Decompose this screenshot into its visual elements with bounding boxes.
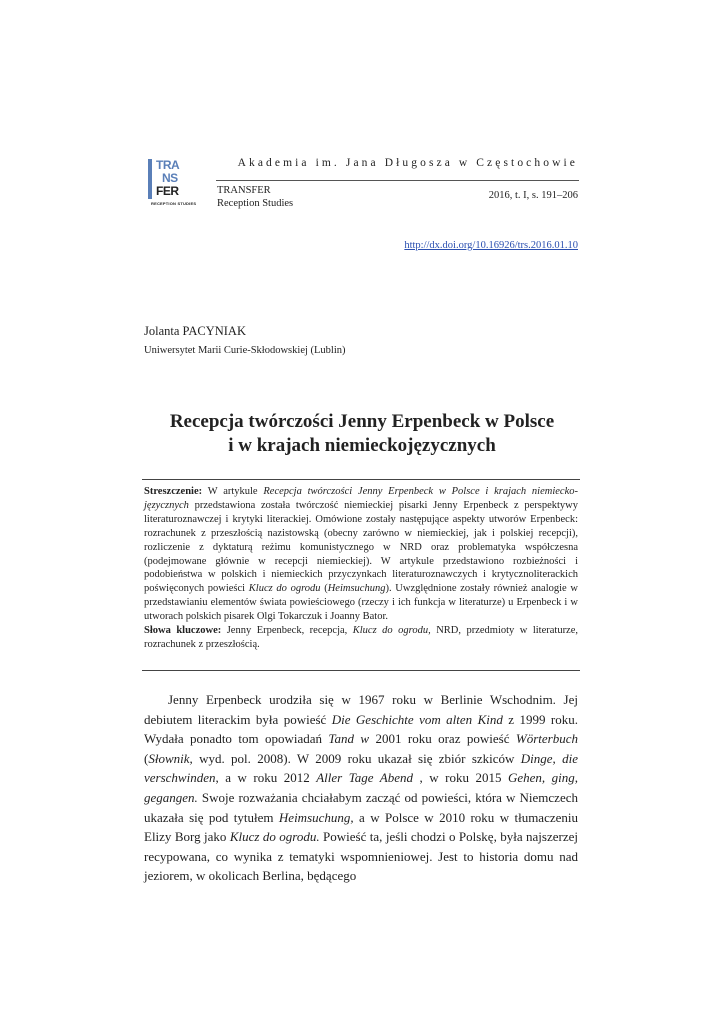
abstract-italic: Heimsuchung xyxy=(327,583,386,595)
body-italic: Heimsuchung, xyxy=(278,809,354,825)
abstract xyxy=(144,485,578,652)
body-italic: Klucz do ogrodu. xyxy=(229,829,320,845)
body-italic: Die Geschichte vom alten Kind xyxy=(331,711,503,727)
body-paragraph xyxy=(144,690,578,886)
abstract-span: ( xyxy=(320,583,328,595)
doi-link[interactable]: http://dx.doi.org/10.16926/trs.2016.01.10 xyxy=(404,240,578,251)
keywords-span: Jenny Erpenbeck, recepcja, xyxy=(221,625,353,637)
journal-series: Reception Studies xyxy=(217,198,294,209)
body-italic: Gehen, ging, gegangen. xyxy=(144,770,579,805)
body-span: Swoje rozważania chciałabym zacząć od powieści, która w Niemczech ukazała się pod tytułem xyxy=(144,789,578,825)
body-span: , w roku 2015 xyxy=(413,770,508,786)
keywords xyxy=(144,624,578,652)
title-line-2: i w krajach niemieckojęzycznych xyxy=(228,435,496,456)
body-italic: Wörterbuch xyxy=(515,731,578,747)
body-text xyxy=(144,690,578,886)
author-affiliation: Uniwersytet Marii Curie-Skłodowskiej (Lublin) xyxy=(144,345,346,356)
title-line-1: Recepcja twórczości Jenny Erpenbeck w Polsce xyxy=(169,411,555,432)
author-name: Jolanta PACYNIAK xyxy=(144,324,246,338)
issue-info: 2016, t. I, s. 191–206 xyxy=(488,190,578,201)
body-italic: Dinge, die verschwinden xyxy=(144,750,578,786)
logo-row-3: FER xyxy=(156,184,179,198)
journal-info xyxy=(217,184,293,210)
body-span: wyd. pol. 2008). W 2009 roku ukazał się zbiór szkiców xyxy=(192,750,521,766)
abstract-span: ). Uwzględnione zostały również analogie w przedstawianiu elementów świata powieściowego (rzeczy i ich funkcja w literaturze) u Erpenbeck i w utworach polskich pisarek Olgi Tokarczuk i Joanny Bator. xyxy=(144,583,578,623)
keywords-italic: Klucz do ogrodu, xyxy=(352,625,431,637)
logo-bar xyxy=(148,159,152,199)
body-italic: Aller Tage Abend xyxy=(316,770,413,786)
logo-row-2: NS xyxy=(162,171,178,185)
body-span: Jenny Erpenbeck urodziła się w 1967 roku w Berlinie Wschodnim. Jej debiutem literackim była powieść xyxy=(144,692,578,727)
keywords-span: NRD, przedmioty w literaturze, rozrachunek z przeszłością. xyxy=(144,625,579,650)
body-span: , a w roku 2012 xyxy=(215,770,317,786)
keywords-label: Słowa kluczowe: xyxy=(144,625,222,637)
abstract-span: W artykule xyxy=(202,486,264,497)
journal-name: TRANSFER xyxy=(217,185,271,196)
logo-row-1: TRA xyxy=(156,158,180,172)
body-span: z 1999 roku. Wydała ponadto tom opowiadań xyxy=(144,711,578,747)
body-italic: Słownik, xyxy=(148,750,193,766)
body-italic: Tand w xyxy=(328,731,370,747)
abstract-span: przedstawiona została twórczość niemieckiej pisarki Jenny Erpenbeck z perspektywy literaturoznawczej i krytyki literackiej. Omówione zostały następujące aspekty utworów Erpenbeck: rozrachunek z przeszłością nazistowską (obecny zarówno w niemieckiej, jak i polskiej recepcji), rozliczenie z dyktaturą reżimu komunistycznego w NRD oraz problematyka współczesna (podejmowane głównie w recepcji niemieckiej). W artykule przedstawiono rozbieżności i podobieństwa w polskich i niemieckich przyczynkach literaturoznawczych i krytycznoliterackich poświęconych powieści xyxy=(144,499,578,595)
body-span: a w Polsce w 2010 roku w tłumaczeniu Elizy Borg jako xyxy=(144,809,578,845)
abstract-italic: Recepcja twórczości Jenny Erpenbeck w Polsce i krajach niemieckojęzycznych xyxy=(144,486,578,511)
logo-subtitle: RECEPTION STUDIES xyxy=(151,201,197,206)
academy-name: Akademia im. Jana Długosza w Częstochowie xyxy=(237,157,578,169)
journal-logo xyxy=(148,157,200,207)
header-divider xyxy=(216,180,579,181)
abstract-italic: Klucz do ogrodu xyxy=(248,583,321,595)
abstract-text xyxy=(144,485,578,624)
article-title xyxy=(120,410,604,458)
abstract-bottom-rule xyxy=(142,670,580,671)
abstract-label: Streszczenie: xyxy=(144,486,203,497)
body-span: Powieść ta, jeśli chodzi o Polskę, była najszerzej recypowana, co wynika z tematyki wspomnieniowej. Jest to historia domu nad jeziorem, w okolicach Berlina, będącego xyxy=(144,829,578,884)
body-span: ( xyxy=(144,750,149,766)
abstract-top-rule xyxy=(142,479,580,480)
body-span: 2001 roku oraz powieść xyxy=(369,731,516,747)
